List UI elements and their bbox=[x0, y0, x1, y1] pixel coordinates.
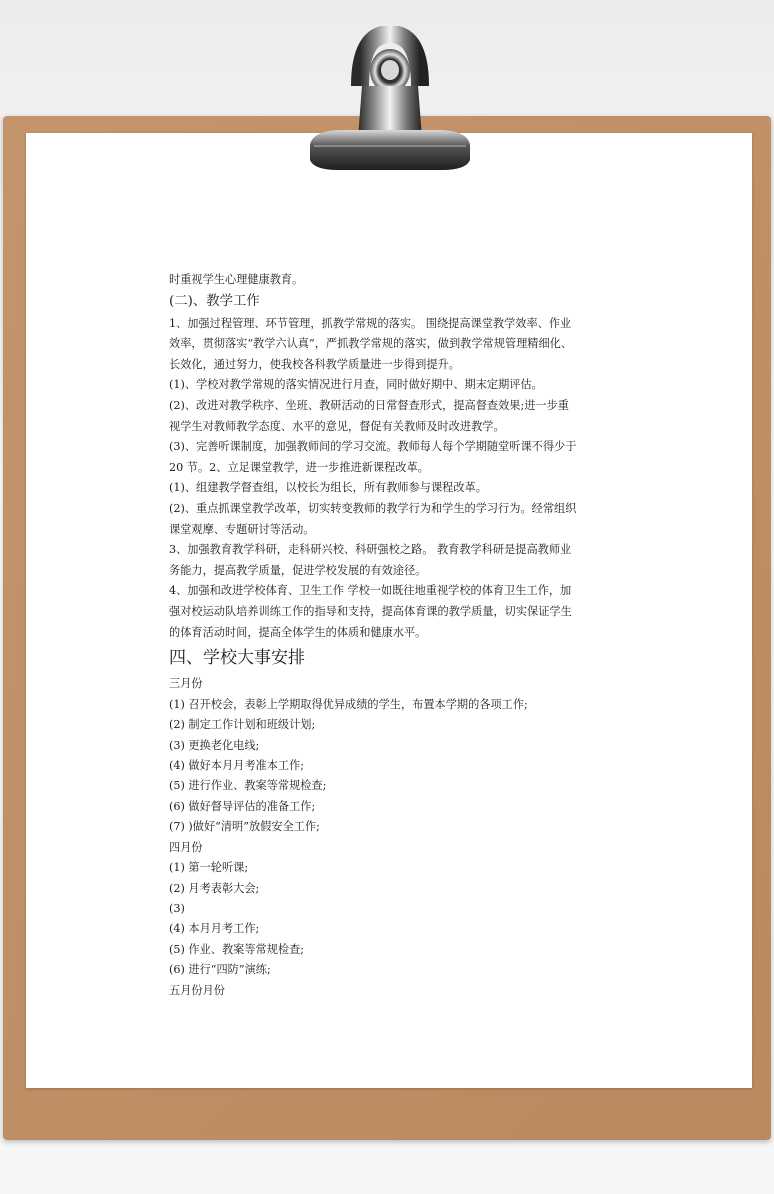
paragraph-line: (1)、学校对教学常规的落实情况进行月查，同时做好期中、期末定期评估。 bbox=[169, 378, 543, 392]
document-body bbox=[169, 270, 609, 1001]
month-title: 四月份 bbox=[169, 840, 203, 854]
paragraph-line: 视学生对教师教学态度、水平的意见，督促有关教师及时改进教学。 bbox=[169, 419, 505, 433]
list-item: (6) 进行“四防”演练; bbox=[169, 963, 271, 977]
list-item: (4) 本月月考工作; bbox=[169, 922, 260, 936]
paragraph-line: 长效化，通过努力，使我校各科教学质量进一步得到提升。 bbox=[169, 357, 460, 371]
paragraph-line: 务能力，提高教学质量，促进学校发展的有效途径。 bbox=[169, 563, 427, 577]
paragraph-line: 课堂观摩、专题研讨等活动。 bbox=[169, 522, 315, 536]
list-item: (6) 做好督导评估的准备工作; bbox=[169, 799, 316, 813]
paragraph-line: (2)、重点抓课堂教学改革，切实转变教师的教学行为和学生的学习行为。经常组织 bbox=[169, 501, 577, 515]
paragraph-line: (3)、完善听课制度，加强教师间的学习交流。教师每人每个学期随堂听课不得少于 bbox=[169, 440, 577, 454]
list-item: (3) 更换老化电线; bbox=[169, 738, 260, 752]
list-item: (2) 制定工作计划和班级计划; bbox=[169, 718, 316, 732]
paragraph-line: (2)、改进对教学秩序、坐班、教研活动的日常督查形式，提高督查效果;进一步重 bbox=[169, 398, 569, 412]
paragraph-line: (1)、组建教学督查组，以校长为组长，所有教师参与课程改革。 bbox=[169, 481, 487, 495]
paragraph-line: 强对校运动队培养训练工作的指导和支持，提高体育课的教学质量，切实保证学生 bbox=[169, 604, 572, 618]
list-item: (5) 进行作业、教案等常规检查; bbox=[169, 779, 327, 793]
list-item: (4) 做好本月月考准本工作; bbox=[169, 758, 305, 772]
list-item: (5) 作业、教案等常规检查; bbox=[169, 942, 305, 956]
month-title: 三月份 bbox=[169, 677, 203, 691]
list-item: (3) bbox=[169, 901, 185, 915]
list-item: (2) 月考表彰大会; bbox=[169, 881, 260, 895]
list-item: (1) 第一轮听课; bbox=[169, 861, 249, 875]
list-item: (7) )做好“清明”放假安全工作; bbox=[169, 820, 320, 834]
paragraph-line: 4、加强和改进学校体育、卫生工作 学校一如既往地重视学校的体育卫生工作，加 bbox=[169, 584, 572, 598]
paragraph-line: 效率，贯彻落实“教学六认真”，严抓教学常规的落实，做到教学常规管理精细化、 bbox=[169, 337, 573, 351]
paragraph-line: 20 节。2、立足课堂教学，进一步推进新课程改革。 bbox=[169, 460, 429, 474]
section-heading-teaching: (二)、教学工作 bbox=[169, 293, 260, 309]
paragraph-line: 的体育活动时间，提高全体学生的体质和健康水平。 bbox=[169, 625, 427, 639]
paragraph-line: 3、加强教育教学科研，走科研兴校、科研强校之路。 教育教学科研是提高教师业 bbox=[169, 543, 572, 557]
binder-clip-icon bbox=[302, 26, 478, 176]
section-heading-events: 四、学校大事安排 bbox=[169, 648, 305, 669]
intro-line: 时重视学生心理健康教育。 bbox=[169, 273, 304, 286]
list-item: (1) 召开校会，表彰上学期取得优异成绩的学生，布置本学期的各项工作; bbox=[169, 697, 528, 711]
month-title-trailing: 五月份月份 bbox=[169, 983, 225, 997]
paragraph-line: 1、加强过程管理、环节管理，抓教学常规的落实。 围绕提高课堂教学效率、作业 bbox=[169, 316, 572, 330]
